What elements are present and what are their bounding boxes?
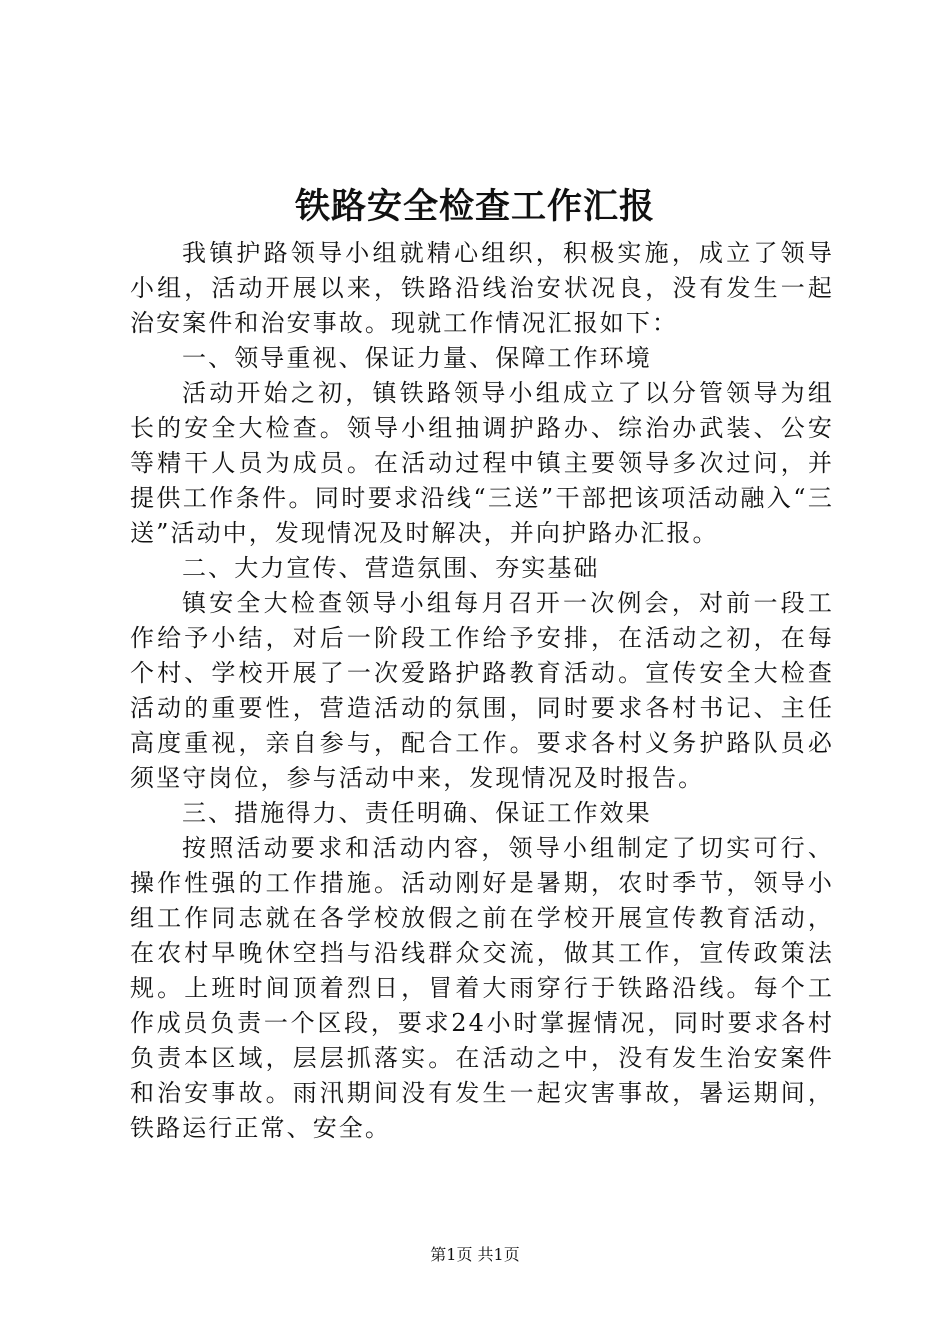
section-paragraph-2: 镇安全大检查领导小组每月召开一次例会，对前一段工作给予小结，对后一阶段工作给予安排，在活动之初，在每个村、学校开展了一次爱路护路教育活动。宣传安全大检查活动的重要性，营造活动的氛围，同时要求各村书记、主任高度重视，亲自参与，配合工作。要求各村义务护路队员必须坚守岗位，参与活动中来，发现情况及时报告。 [130, 589, 834, 792]
document-body [130, 236, 834, 1146]
intro-paragraph: 我镇护路领导小组就精心组织，积极实施，成立了领导小组，活动开展以来，铁路沿线治安状况良，没有发生一起治安案件和治安事故。现就工作情况汇报如下： [130, 239, 834, 337]
document-title: 铁路安全检查工作汇报 [294, 186, 655, 227]
section-heading-3: 三、措施得力、责任明确、保证工作效果 [182, 799, 652, 827]
section-heading-2: 二、大力宣传、营造氛围、夯实基础 [182, 554, 600, 582]
section-paragraph-3: 按照活动要求和活动内容，领导小组制定了切实可行、操作性强的工作措施。活动刚好是暑期，农时季节，领导小组工作同志就在各学校放假之前在学校开展宣传教育活动，在农村早晚休空挡与沿线群众交流，做其工作，宣传政策法规。上班时间顶着烈日，冒着大雨穿行于铁路沿线。每个工作成员负责一个区段，要求24小时掌握情况，同时要求各村负责本区域，层层抓落实。在活动之中，没有发生治安案件和治安事故。雨汛期间没有发生一起灾害事故，暑运期间，铁路运行正常、安全。 [130, 834, 834, 1142]
section-paragraph-1: 活动开始之初，镇铁路领导小组成立了以分管领导为组长的安全大检查。领导小组抽调护路办、综治办武装、公安等精干人员为成员。在活动过程中镇主要领导多次过问，并提供工作条件。同时要求沿线“三送”干部把该项活动融入“三送”活动中，发现情况及时解决，并向护路办汇报。 [130, 379, 834, 547]
page-number-footer: 第1页 共1页 [430, 1245, 520, 1264]
section-heading-1: 一、领导重视、保证力量、保障工作环境 [182, 344, 652, 372]
